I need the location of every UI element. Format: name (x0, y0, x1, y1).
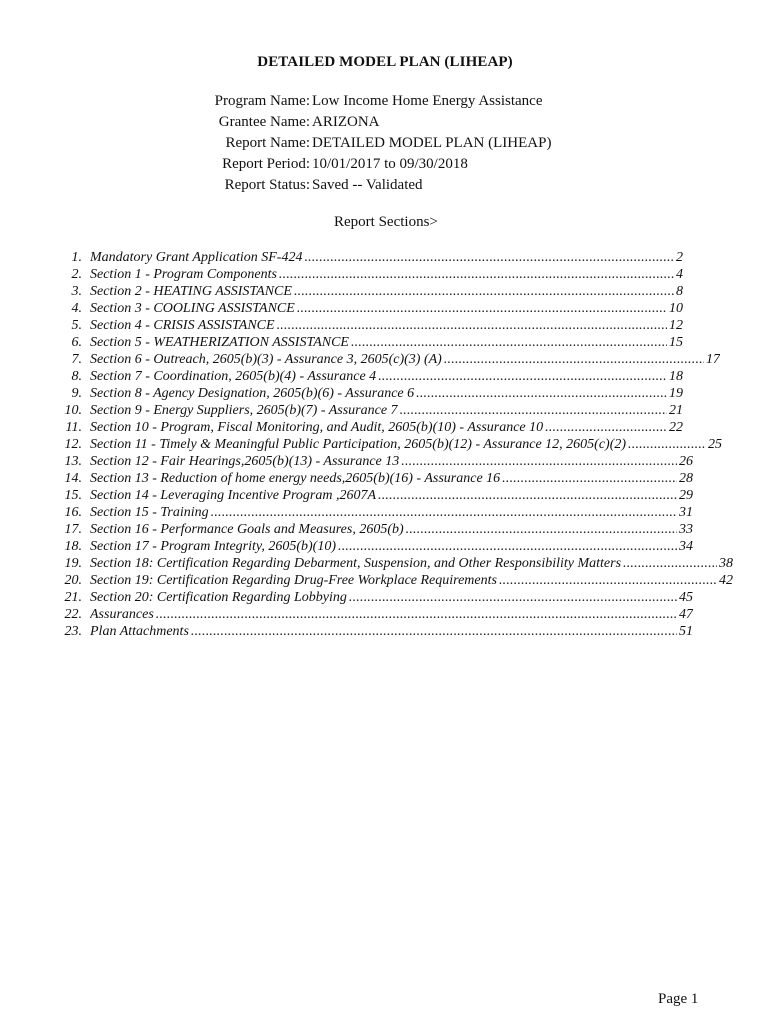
toc-entry-page: 31 (679, 505, 693, 520)
dot-leader (400, 402, 667, 419)
dot-leader (502, 470, 677, 487)
toc-entry-line (90, 504, 693, 521)
toc-entry-title: Section 13 - Reduction of home energy needs,2605(b)(16) - Assurance 16 (90, 471, 501, 486)
toc-entry-line (90, 249, 683, 266)
dot-leader (279, 266, 674, 283)
toc-entry-line (90, 385, 683, 402)
toc-entry-page: 45 (679, 590, 693, 605)
toc-entry[interactable] (0, 385, 770, 402)
dot-leader (277, 317, 667, 334)
toc-entry-line (90, 555, 733, 572)
toc-entry-title: Section 2 - HEATING ASSISTANCE (90, 284, 292, 299)
dot-leader (351, 334, 667, 351)
meta-program-name (0, 93, 770, 114)
table-of-contents (0, 249, 770, 640)
toc-entry-page: 22 (669, 420, 683, 435)
toc-entry[interactable] (0, 300, 770, 317)
toc-entry[interactable] (0, 504, 770, 521)
toc-entry[interactable] (0, 572, 770, 589)
toc-entry-page: 38 (719, 556, 733, 571)
meta-label: Report Status: (224, 177, 310, 193)
meta-value: ARIZONA (312, 114, 380, 130)
toc-entry-number: 14. (64, 471, 82, 486)
toc-entry-page: 26 (679, 454, 693, 469)
toc-entry-title: Assurances (90, 607, 154, 622)
toc-entry-number: 23. (64, 624, 82, 639)
toc-entry-line (90, 538, 693, 555)
toc-entry-line (90, 589, 693, 606)
toc-entry-number: 7. (71, 352, 82, 367)
toc-entry-number: 3. (71, 284, 82, 299)
toc-entry[interactable] (0, 266, 770, 283)
toc-entry[interactable] (0, 419, 770, 436)
toc-entry-line (90, 402, 683, 419)
toc-entry-page: 33 (679, 522, 693, 537)
toc-entry-line (90, 470, 693, 487)
dot-leader (401, 453, 677, 470)
toc-entry-page: 51 (679, 624, 693, 639)
toc-entry[interactable] (0, 283, 770, 300)
toc-entry-page: 21 (669, 403, 683, 418)
meta-grantee-name (0, 114, 770, 135)
toc-entry-number: 6. (71, 335, 82, 350)
toc-entry-number: 22. (64, 607, 82, 622)
meta-report-status (0, 177, 770, 198)
toc-entry-title: Mandatory Grant Application SF-424 (90, 250, 303, 265)
meta-value: Low Income Home Energy Assistance (312, 93, 543, 109)
toc-entry[interactable] (0, 521, 770, 538)
toc-entry-page: 17 (706, 352, 720, 367)
toc-entry-line (90, 521, 693, 538)
dot-leader (406, 521, 677, 538)
toc-entry[interactable] (0, 589, 770, 606)
toc-entry-title: Section 18: Certification Regarding Debarment, Suspension, and Other Responsibility Matters (90, 556, 622, 571)
toc-entry-title: Section 10 - Program, Fiscal Monitoring, and Audit, 2605(b)(10) - Assurance 10 (90, 420, 544, 435)
toc-entry-number: 15. (64, 488, 82, 503)
meta-value: DETAILED MODEL PLAN (LIHEAP) (312, 135, 552, 151)
dot-leader (349, 589, 677, 606)
dot-leader (191, 623, 677, 640)
toc-entry[interactable] (0, 623, 770, 640)
toc-entry-number: 4. (71, 301, 82, 316)
meta-label: Report Period: (222, 156, 310, 172)
toc-entry-number: 13. (64, 454, 82, 469)
dot-leader (378, 487, 677, 504)
page-number: Page 1 (658, 991, 699, 1007)
toc-entry-page: 42 (719, 573, 733, 588)
meta-value: 10/01/2017 to 09/30/2018 (312, 156, 468, 172)
dot-leader (211, 504, 677, 521)
meta-report-period (0, 156, 770, 177)
toc-entry-number: 18. (64, 539, 82, 554)
document-title: DETAILED MODEL PLAN (LIHEAP) (257, 54, 513, 70)
toc-entry[interactable] (0, 402, 770, 419)
toc-entry-number: 17. (64, 522, 82, 537)
toc-entry[interactable] (0, 555, 770, 572)
dot-leader (416, 385, 667, 402)
toc-entry-title: Section 17 - Program Integrity, 2605(b)(10) (90, 539, 336, 554)
toc-entry-line (90, 300, 683, 317)
toc-entry-line (90, 283, 683, 300)
toc-entry-number: 11. (65, 420, 82, 435)
toc-entry-title: Section 11 - Timely & Meaningful Public Participation, 2605(b)(12) - Assurance 12, 2605(c)(2) (90, 437, 627, 452)
toc-entry[interactable] (0, 334, 770, 351)
toc-entry[interactable] (0, 470, 770, 487)
toc-entry-page: 10 (669, 301, 683, 316)
toc-entry-title: Section 14 - Leveraging Incentive Program ,2607A (90, 488, 377, 503)
dot-leader (628, 436, 706, 453)
toc-entry-line (90, 487, 693, 504)
dot-leader (499, 572, 717, 589)
toc-entry-page: 25 (708, 437, 722, 452)
toc-entry-number: 9. (71, 386, 82, 401)
toc-entry-number: 5. (71, 318, 82, 333)
toc-entry-number: 16. (64, 505, 82, 520)
toc-entry-title: Plan Attachments (90, 624, 189, 639)
meta-label: Report Name: (225, 135, 310, 151)
toc-entry-title: Section 6 - Outreach, 2605(b)(3) - Assurance 3, 2605(c)(3) (A) (90, 352, 442, 367)
toc-entry-title: Section 1 - Program Components (90, 267, 277, 282)
toc-entry-title: Section 9 - Energy Suppliers, 2605(b)(7) - Assurance 7 (90, 403, 398, 418)
toc-entry-line (90, 334, 683, 351)
toc-entry[interactable] (0, 317, 770, 334)
toc-entry-page: 47 (679, 607, 693, 622)
toc-entry-line (90, 266, 683, 283)
toc-entry-number: 20. (64, 573, 82, 588)
toc-entry-page: 4 (676, 267, 683, 282)
toc-entry-page: 18 (669, 369, 683, 384)
toc-entry[interactable] (0, 351, 770, 368)
toc-entry-title: Section 7 - Coordination, 2605(b)(4) - Assurance 4 (90, 369, 377, 384)
toc-entry[interactable] (0, 606, 770, 623)
dot-leader (304, 249, 674, 266)
toc-entry-number: 2. (71, 267, 82, 282)
report-meta (0, 93, 770, 198)
toc-entry-title: Section 16 - Performance Goals and Measures, 2605(b) (90, 522, 404, 537)
toc-entry-line (90, 368, 683, 385)
dot-leader (338, 538, 677, 555)
meta-label: Program Name: (214, 93, 310, 109)
toc-entry-title: Section 12 - Fair Hearings,2605(b)(13) - Assurance 13 (90, 454, 400, 469)
toc-entry-line (90, 351, 720, 368)
dot-leader (378, 368, 667, 385)
toc-entry-number: 1. (71, 250, 82, 265)
toc-entry-line (90, 623, 693, 640)
toc-entry-number: 19. (64, 556, 82, 571)
toc-entry[interactable] (0, 538, 770, 555)
toc-entry-number: 10. (64, 403, 82, 418)
dot-leader (156, 606, 677, 623)
toc-entry-title: Section 3 - COOLING ASSISTANCE (90, 301, 295, 316)
toc-entry-page: 2 (676, 250, 683, 265)
toc-entry-page: 34 (679, 539, 693, 554)
toc-entry-title: Section 19: Certification Regarding Drug-Free Workplace Requirements (90, 573, 497, 588)
toc-entry[interactable] (0, 453, 770, 470)
toc-entry-page: 29 (679, 488, 693, 503)
toc-entry[interactable] (0, 368, 770, 385)
toc-entry-title: Section 4 - CRISIS ASSISTANCE (90, 318, 275, 333)
toc-entry-line (90, 317, 683, 334)
toc-entry-page: 28 (679, 471, 693, 486)
toc-entry-title: Section 5 - WEATHERIZATION ASSISTANCE (90, 335, 349, 350)
toc-entry-title: Section 15 - Training (90, 505, 209, 520)
toc-entry-line (90, 606, 693, 623)
toc-entry-line (90, 453, 693, 470)
dot-leader (294, 283, 674, 300)
toc-entry-title: Section 8 - Agency Designation, 2605(b)(6) - Assurance 6 (90, 386, 415, 401)
report-sections-heading: Report Sections> (334, 214, 438, 230)
meta-value: Saved -- Validated (312, 177, 423, 193)
toc-entry-title: Section 20: Certification Regarding Lobbying (90, 590, 347, 605)
toc-entry-number: 21. (64, 590, 82, 605)
toc-entry-line (90, 419, 683, 436)
toc-entry-number: 12. (64, 437, 82, 452)
toc-entry[interactable] (0, 249, 770, 266)
meta-label: Grantee Name: (218, 114, 310, 130)
toc-entry-line (90, 572, 733, 589)
toc-entry-number: 8. (71, 369, 82, 384)
dot-leader (545, 419, 667, 436)
meta-report-name (0, 135, 770, 156)
toc-entry-page: 12 (669, 318, 683, 333)
toc-entry-page: 15 (669, 335, 683, 350)
dot-leader (297, 300, 667, 317)
toc-entry-page: 19 (669, 386, 683, 401)
toc-entry[interactable] (0, 487, 770, 504)
dot-leader (623, 555, 717, 572)
dot-leader (444, 351, 704, 368)
toc-entry-line (90, 436, 722, 453)
toc-entry-page: 8 (676, 284, 683, 299)
toc-entry[interactable] (0, 436, 770, 453)
